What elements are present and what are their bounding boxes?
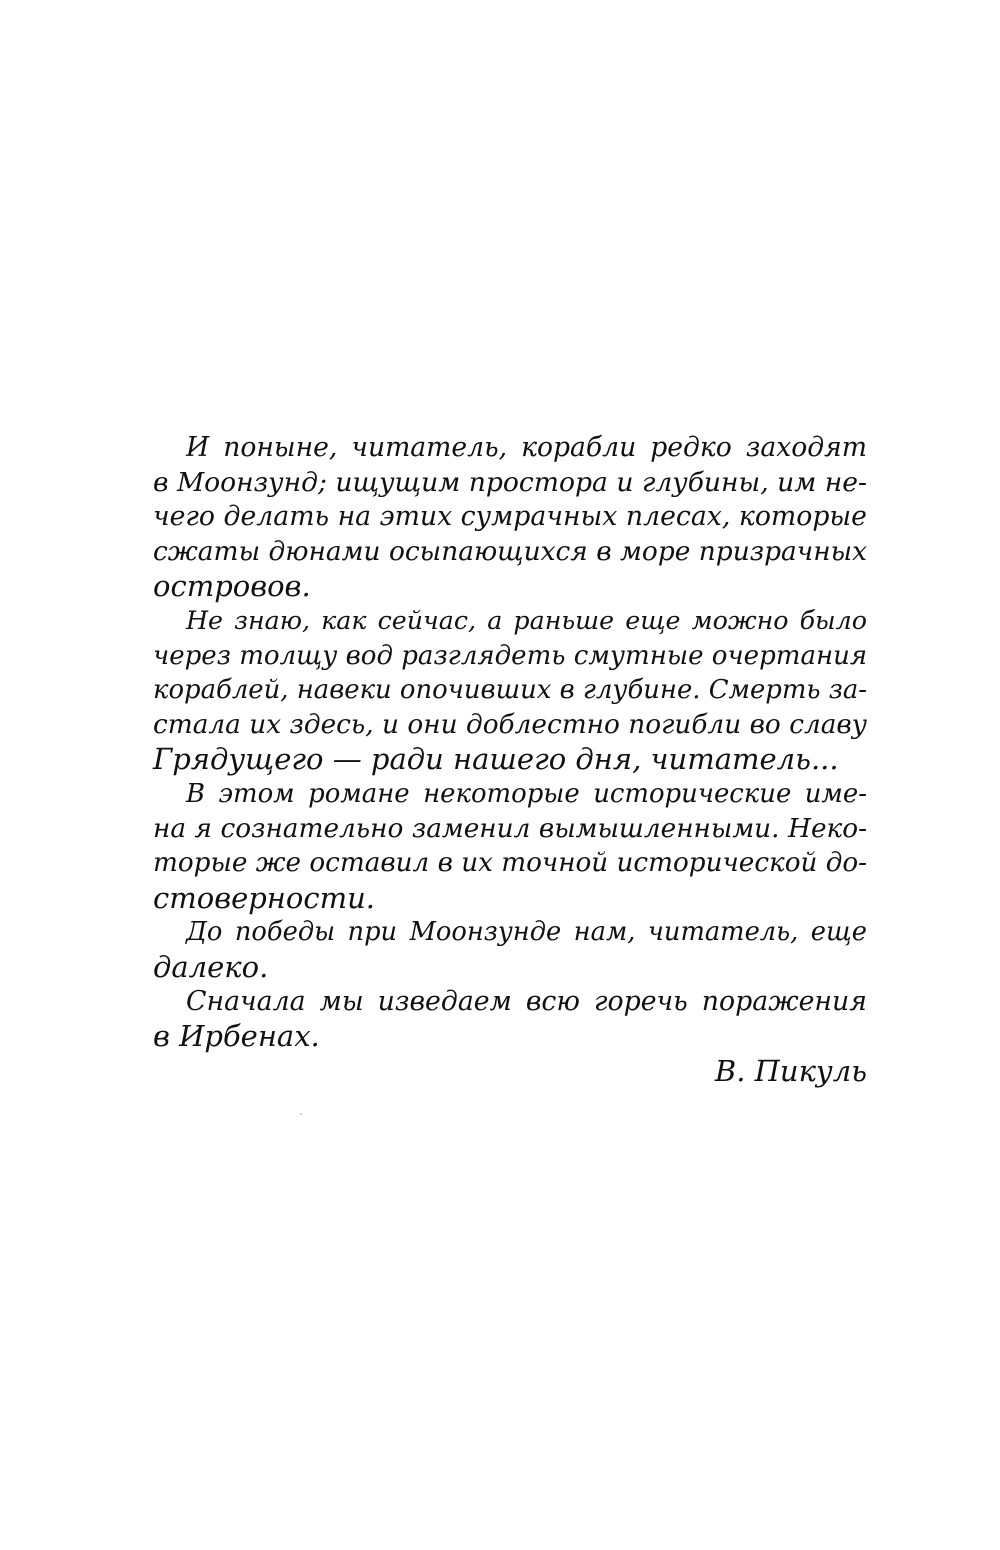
text-line: Не знаю, как сейчас, а раньше еще можно было [186, 605, 867, 635]
text-line: в Моонзунд; ищущим простора и глубины, им не- [153, 466, 867, 498]
text-line: В этом романе некоторые исторические име- [186, 778, 867, 809]
text-line: через толщу вод разглядеть смутные очертания [153, 640, 868, 671]
text-line: стала их здесь, и они доблестно погибли во славу [153, 709, 867, 740]
text-line: Сначала мы изведаем всю горечь поражения [186, 985, 867, 1017]
text-line: Грядущего — ради нашего дня, читатель... [153, 742, 839, 777]
text-line: далеко. [153, 949, 269, 984]
paragraph-3 [153, 777, 867, 915]
text-line: торые же оставил в их точной исторической до- [153, 848, 868, 879]
paragraph-5 [153, 985, 867, 1054]
text-line: И поныне, читатель, корабли редко заходят [186, 432, 867, 463]
author-signature: В. Пикуль [714, 1053, 867, 1088]
text-line: До победы при Моонзунде нам, читатель, еще [186, 917, 867, 948]
text-line: сжаты дюнами осыпающихся в море призрачных [153, 535, 867, 567]
paragraph-1 [153, 431, 867, 604]
epilogue-text [153, 431, 867, 1088]
text-line: в Ирбенах. [153, 1019, 320, 1054]
paper-speck [300, 1113, 302, 1115]
text-line: стоверности. [153, 880, 376, 915]
text-line: на я сознательно заменил вымышленными. Неко- [153, 813, 867, 844]
text-line: чего делать на этих сумрачных плесах, которые [153, 501, 867, 533]
text-line: островов. [153, 569, 311, 604]
paragraph-4 [153, 915, 867, 984]
paragraph-2 [153, 604, 867, 777]
text-line: кораблей, навеки опочивших в глубине. Смерть за- [153, 675, 867, 706]
